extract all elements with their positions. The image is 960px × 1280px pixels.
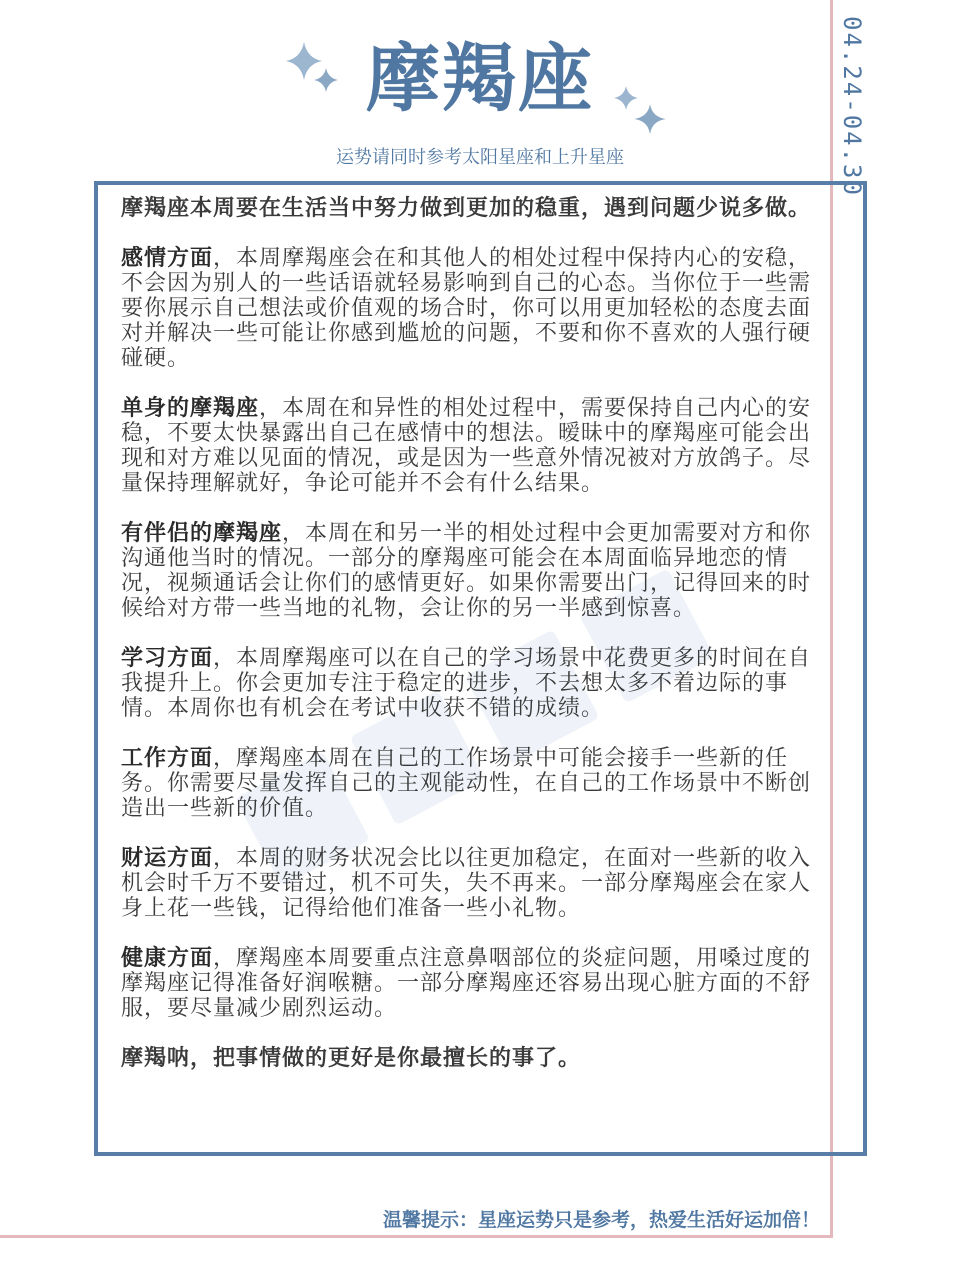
section-partnered	[121, 521, 821, 621]
section-text: ，本周在和异性的相处过程中，需要保持自己内心的安稳，不要太快暴露出自己在感情中的想法。暧昧中的摩羯座可能会出现和对方难以见面的情况，或是因为一些意外情况被对方放鸽子。尽量保持理解就好，争论可能并不会有什么结果。	[121, 396, 812, 496]
page-title: 摩羯座	[366, 36, 594, 122]
section-study	[121, 646, 821, 721]
footer-tip: 温馨提示：星座运势只是参考，热爱生活好运加倍！	[382, 1209, 820, 1231]
section-health	[121, 946, 821, 1021]
section-heading: 单身的摩羯座	[121, 396, 260, 421]
section-love	[121, 246, 821, 371]
section-work	[121, 746, 821, 821]
section-text: ，摩羯座本周在自己的工作场景中可能会接手一些新的任务。你需要尽量发挥自己的主观能动性，在自己的工作场景中不断创造出一些新的价值。	[121, 746, 812, 821]
section-heading: 工作方面	[121, 746, 214, 771]
section-heading: 财运方面	[121, 846, 214, 871]
section-wealth	[121, 846, 821, 921]
section-heading: 学习方面	[121, 646, 214, 671]
section-text: ，本周在和另一半的相处过程中会更加需要对方和你沟通他当时的情况。一部分的摩羯座可能会在本周面临异地恋的情况，视频通话会让你们的感情更好。如果你需要出门，记得回来的时候给对方带一些当地的礼物，会让你的另一半感到惊喜。	[121, 521, 812, 621]
section-single	[121, 396, 821, 496]
date-range: 04.24-04.30	[838, 16, 866, 197]
intro-text: 摩羯座本周要在生活当中努力做到更加的稳重，遇到问题少说多做。	[121, 196, 812, 221]
frame-line-horizontal	[0, 1235, 833, 1238]
horoscope-content	[121, 196, 821, 1096]
section-text: ，本周的财务状况会比以往更加稳定，在面对一些新的收入机会时千万不要错过，机不可失，失不再来。一部分摩羯座会在家人身上花一些钱，记得给他们准备一些小礼物。	[121, 846, 812, 921]
section-heading: 感情方面	[121, 246, 214, 271]
section-text: ，本周摩羯座可以在自己的学习场景中花费更多的时间在自我提升上。你会更加专注于稳定的进步，不去想太多不着边际的事情。本周你也有机会在考试中收获不错的成绩。	[121, 646, 812, 721]
subtitle: 运势请同时参考太阳星座和上升星座	[336, 147, 624, 168]
section-heading: 有伴侣的摩羯座	[121, 521, 283, 546]
closing-text: 摩羯呐，把事情做的更好是你最擅长的事了。	[121, 1046, 582, 1071]
section-text: ，摩羯座本周要重点注意鼻咽部位的炎症问题，用嗓过度的摩羯座记得准备好润喉糖。一部分摩羯座还容易出现心脏方面的不舒服，要尽量减少剧烈运动。	[121, 946, 812, 1021]
section-heading: 健康方面	[121, 946, 214, 971]
section-text: ，本周摩羯座会在和其他人的相处过程中保持内心的安稳，不会因为别人的一些话语就轻易影响到自己的心态。当你位于一些需要你展示自己想法或价值观的场合时，你可以用更加轻松的态度去面对并解决一些可能让你感到尴尬的问题，不要和你不喜欢的人强行硬碰硬。	[121, 246, 812, 371]
